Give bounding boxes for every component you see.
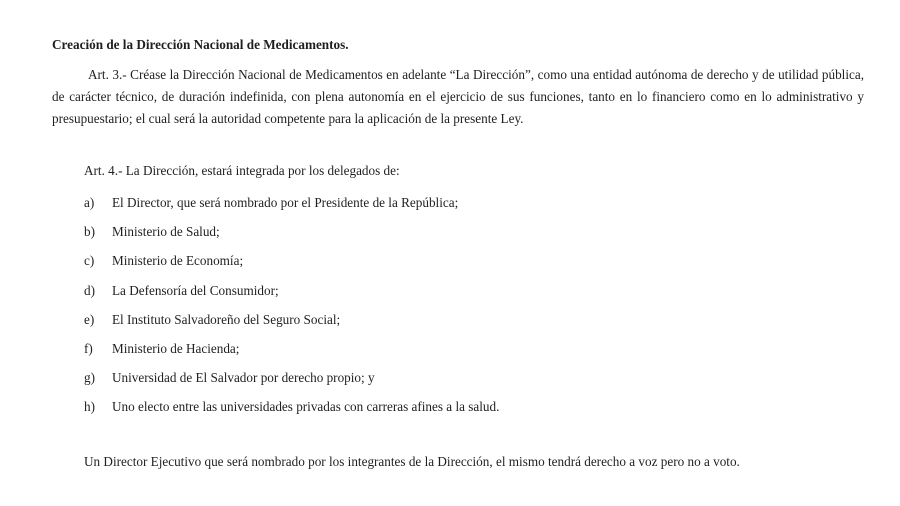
list-item-letter: a) — [84, 195, 95, 210]
list-item — [84, 396, 499, 425]
list-item-letter: g) — [84, 370, 95, 386]
list-item-text: Ministerio de Economía; — [112, 253, 244, 269]
list-item — [84, 280, 499, 309]
list-item-letter: d) — [84, 282, 95, 298]
section-title: Creación de la Dirección Nacional de Medicamentos. — [52, 37, 349, 52]
list-item-text: El Instituto Salvadoreño del Seguro Social; — [112, 311, 341, 327]
list-item-letter: h) — [84, 399, 95, 415]
delegates-list — [84, 192, 499, 426]
list-item-text: Uno electo entre las universidades privadas con carreras afines a la salud. — [112, 399, 500, 415]
list-item-text: Ministerio de Hacienda; — [112, 340, 240, 356]
closing-paragraph: Un Director Ejecutivo que será nombrado por los integrantes de la Dirección, el mismo tendrá derecho a voz pero no a voto. — [84, 454, 740, 469]
list-item — [84, 250, 499, 279]
list-item — [84, 309, 499, 338]
list-item-letter: e) — [84, 311, 95, 327]
article-3-paragraph — [52, 64, 864, 130]
list-item-letter: b) — [84, 224, 95, 240]
list-item-text: Universidad de El Salvador por derecho propio; y — [112, 370, 375, 386]
list-item — [84, 338, 499, 367]
list-item — [84, 192, 499, 221]
list-item — [84, 221, 499, 250]
list-item — [84, 367, 499, 396]
list-item-text: La Defensoría del Consumidor; — [112, 282, 279, 298]
list-item-letter: c) — [84, 253, 95, 269]
list-item-text: Ministerio de Salud; — [112, 224, 220, 240]
article-4-intro: Art. 4.- La Dirección, estará integrada por los delegados de: — [84, 163, 400, 178]
list-item-text: El Director, que será nombrado por el Presidente de la República; — [112, 195, 459, 210]
list-item-letter: f) — [84, 340, 93, 356]
article-3-text: Art. 3.- Créase la Dirección Nacional de Medicamentos en adelante “La Dirección”, como una entidad autónoma de derecho y de utilidad pública, de carácter técnico, de duración indefinida, con plena autonomía en el ejercicio de sus funciones, tanto en lo financiero como en lo administrativo y presupuestario; el cual será la autoridad competente para la aplicación de la presente Ley. — [52, 67, 864, 126]
